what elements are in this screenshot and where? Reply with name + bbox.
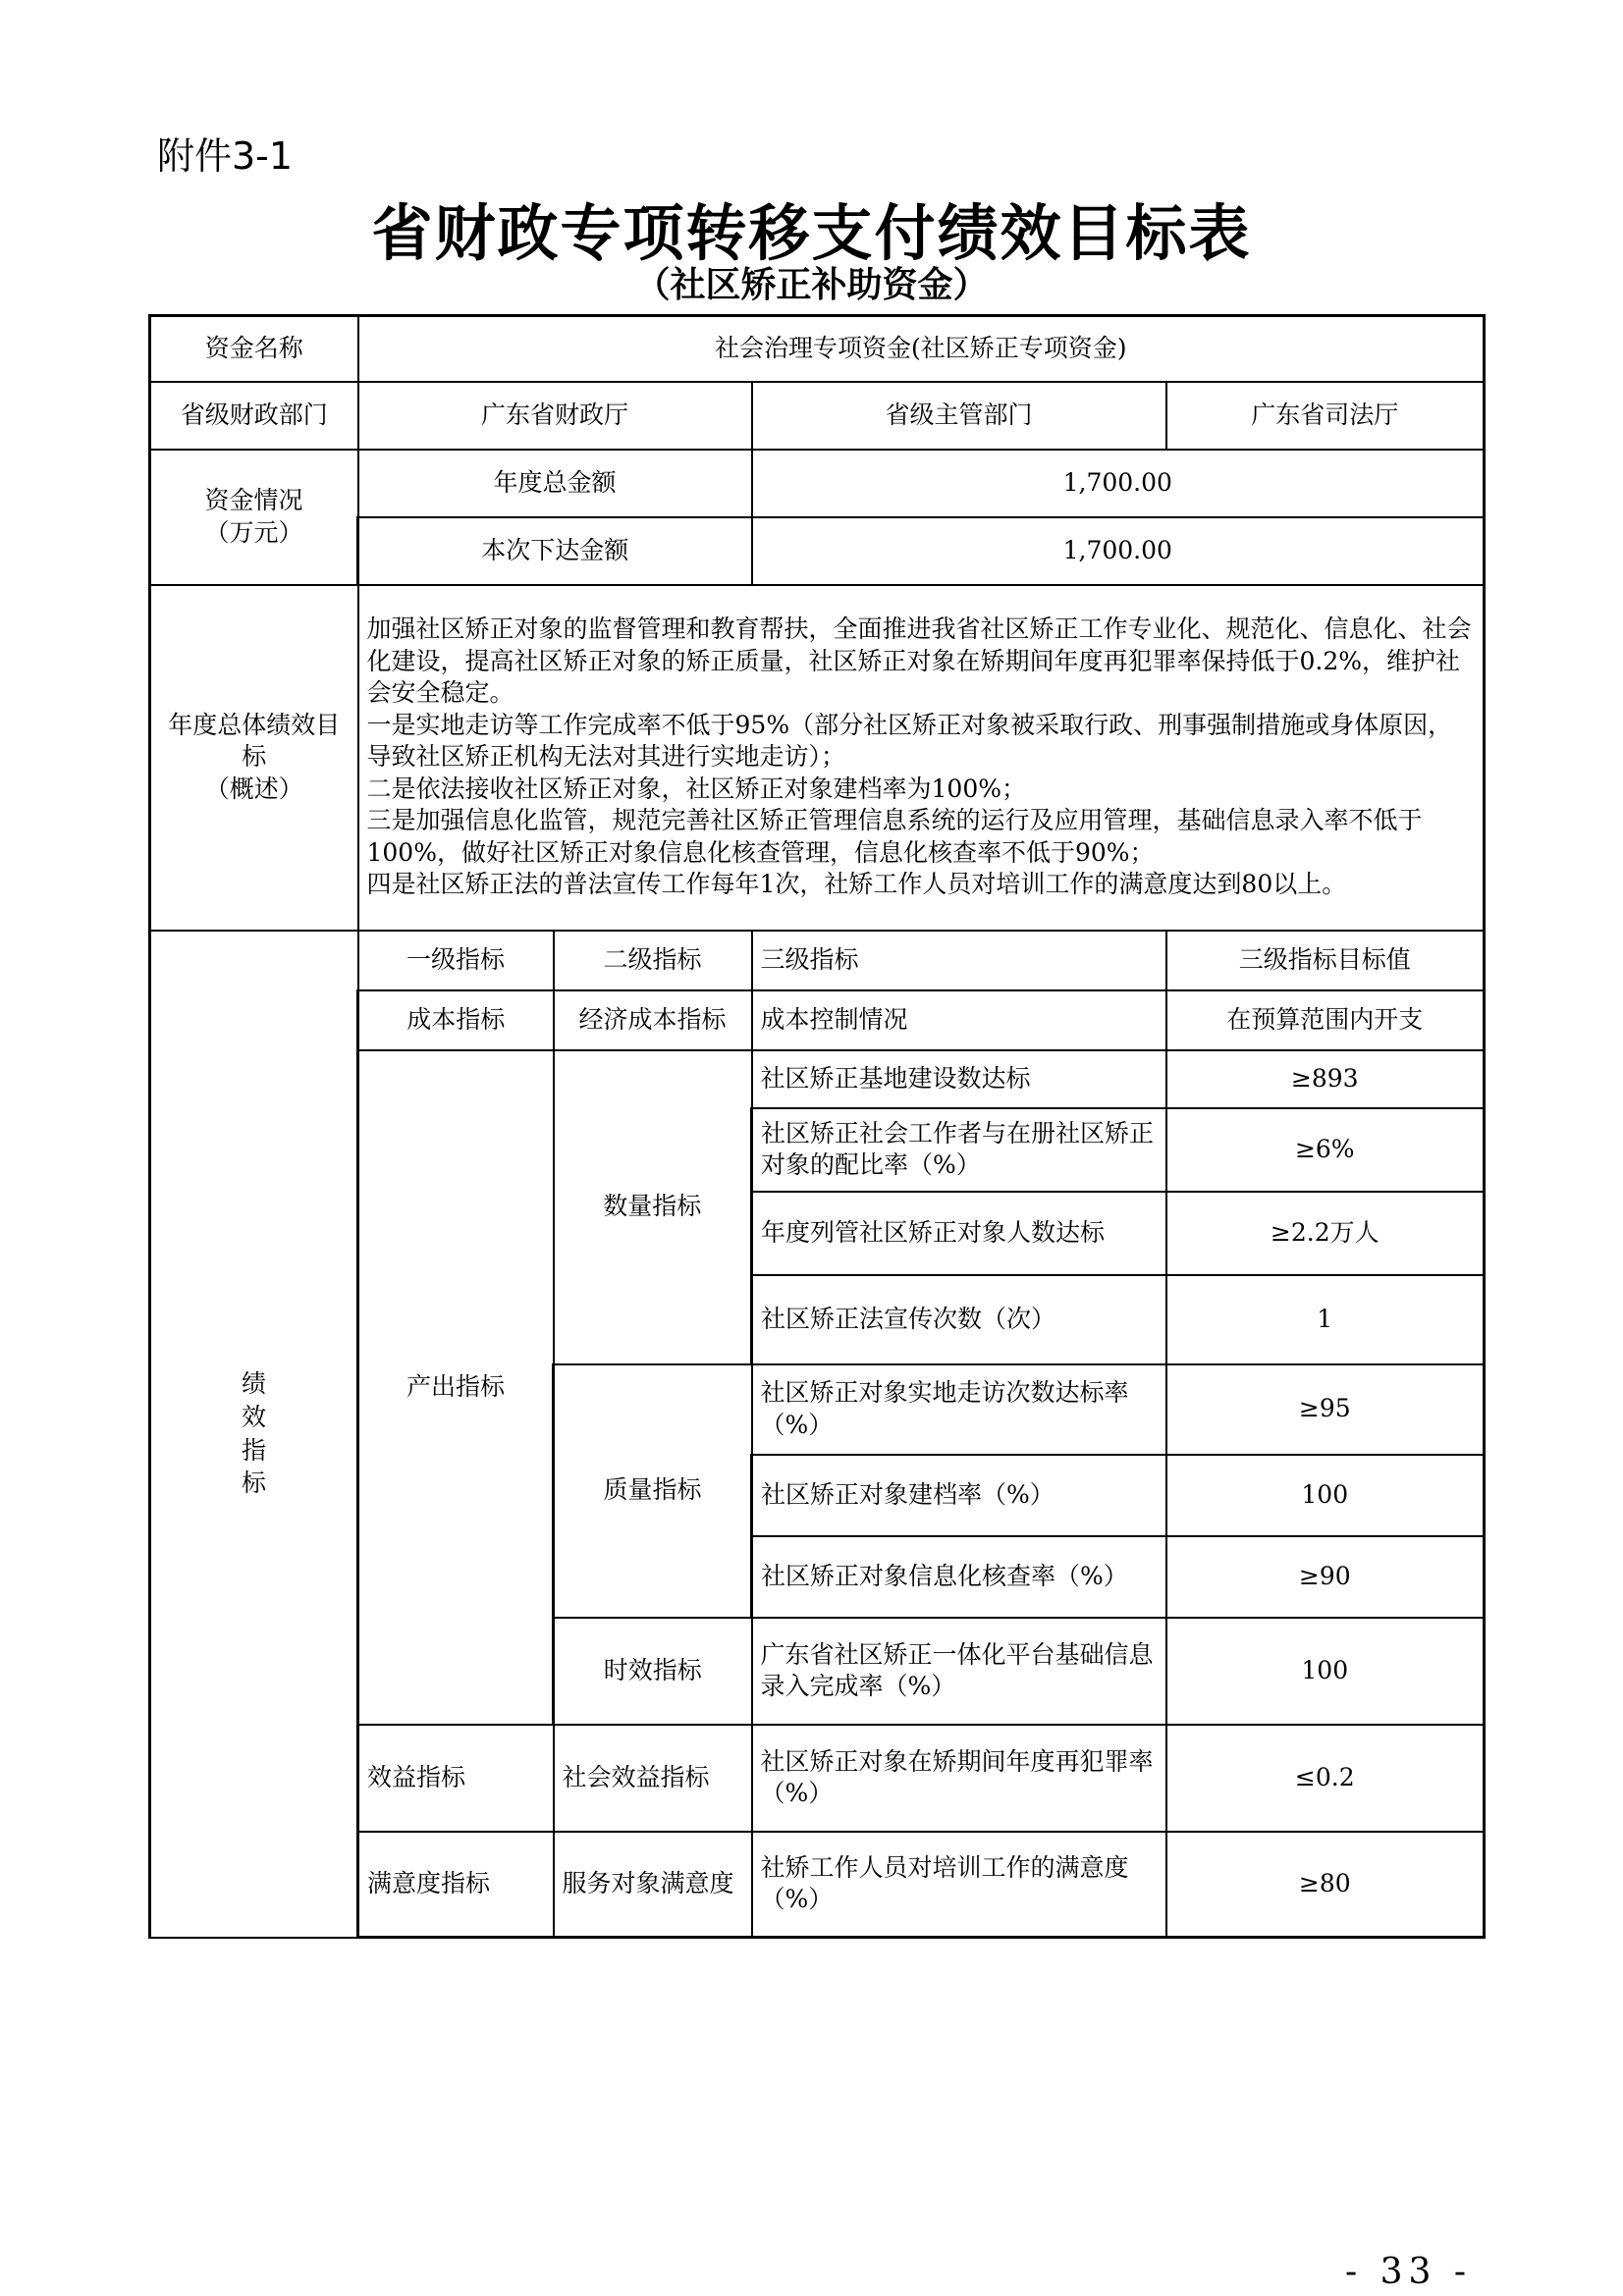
level1-benefit: 效益指标 [358,1725,554,1832]
level1-cost: 成本指标 [358,990,554,1050]
indicator-header-row [150,931,1485,990]
indicator-target: ≥6% [1166,1108,1485,1192]
indicator-target: ≥90 [1166,1536,1485,1618]
attachment-label: 附件3-1 [157,134,294,178]
header-target: 三级指标目标值 [1166,931,1485,990]
page-subtitle: （社区矫正补助资金） [634,265,989,305]
indicator-target: ≥95 [1166,1364,1485,1455]
department-row [150,382,1485,450]
indicators-label-text: 绩效指标 [241,1369,266,1498]
header-level2: 二级指标 [554,931,752,990]
funds-label [150,450,358,585]
indicators-label [150,931,358,1938]
page-title: 省财政专项转移支付绩效目标表 [371,197,1252,269]
header-level1: 一级指标 [358,931,554,990]
level1-output: 产出指标 [358,1050,554,1725]
indicator-target: ≥2.2万人 [1166,1192,1485,1275]
fund-name-row [150,316,1485,382]
indicator-name: 社区矫正对象在矫期间年度再犯罪率（%） [752,1725,1166,1832]
page-number: - 33 - [1345,2252,1473,2292]
indicator-target: 100 [1166,1618,1485,1725]
finance-dept-label: 省级财政部门 [150,382,358,450]
fund-name-label: 资金名称 [150,316,358,382]
level2-quantity: 数量指标 [554,1050,752,1364]
indicator-target: ≥80 [1166,1832,1485,1938]
annual-total-label: 年度总金额 [358,450,752,517]
goal-paragraph: 一是实地走访等工作完成率不低于95%（部分社区矫正对象被采取行政、刑事强制措施或身体原因，导致社区矫正机构无法对其进行实地走访）； [366,710,1453,772]
indicator-name: 社区矫正基地建设数达标 [752,1050,1166,1108]
level2-economic-cost: 经济成本指标 [554,990,752,1050]
indicator-target: ≥893 [1166,1050,1485,1108]
level2-service-satisfaction: 服务对象满意度 [554,1832,752,1938]
competent-dept-label: 省级主管部门 [752,382,1166,450]
performance-target-table [148,314,1486,1939]
goal-label-line2: 标 [242,742,267,772]
overall-goal-text [358,585,1485,931]
header-level3: 三级指标 [752,931,1166,990]
indicator-name: 社矫工作人员对培训工作的满意度（%） [752,1832,1166,1938]
issued-amount-value: 1,700.00 [752,517,1485,585]
indicator-target: 在预算范围内开支 [1166,990,1485,1050]
indicator-name: 社区矫正对象建档率（%） [752,1455,1166,1536]
fund-name-value: 社会治理专项资金(社区矫正专项资金) [358,316,1485,382]
indicator-name: 广东省社区矫正一体化平台基础信息录入完成率（%） [752,1618,1166,1725]
indicator-name: 社区矫正社会工作者与在册社区矫正对象的配比率（%） [752,1108,1166,1192]
goal-label-line3: （概述） [204,774,303,803]
goal-paragraph: 三是加强信息化监管，规范完善社区矫正管理信息系统的运行及应用管理，基础信息录入率不低于100%，做好社区矫正对象信息化核查管理，信息化核查率不低于90%； [366,806,1423,867]
level1-satisfaction: 满意度指标 [358,1832,554,1938]
issued-amount-label: 本次下达金额 [358,517,752,585]
level2-timeliness: 时效指标 [554,1618,752,1725]
indicator-name: 社区矫正对象信息化核查率（%） [752,1536,1166,1618]
funds-label-line2: （万元） [204,517,303,547]
annual-total-row [150,450,1485,517]
overall-goal-label [150,585,358,931]
indicator-name: 年度列管社区矫正对象人数达标 [752,1192,1166,1275]
annual-total-value: 1,700.00 [752,450,1485,517]
indicator-name: 社区矫正法宣传次数（次） [752,1275,1166,1364]
indicator-name: 成本控制情况 [752,990,1166,1050]
goal-label-line1: 年度总体绩效目 [168,710,341,739]
level2-social-benefit: 社会效益指标 [554,1725,752,1832]
competent-dept-value: 广东省司法厅 [1166,382,1485,450]
finance-dept-value: 广东省财政厅 [358,382,752,450]
indicator-target: 100 [1166,1455,1485,1536]
level2-quality: 质量指标 [554,1364,752,1618]
funds-label-line1: 资金情况 [204,486,303,514]
indicator-target: 1 [1166,1275,1485,1364]
indicator-name: 社区矫正对象实地走访次数达标率（%） [752,1364,1166,1455]
overall-goal-row [150,585,1485,931]
goal-paragraph: 四是社区矫正法的普法宣传工作每年1次，社矫工作人员对培训工作的满意度达到80以上。 [366,870,1347,899]
indicator-target: ≤0.2 [1166,1725,1485,1832]
goal-paragraph: 加强社区矫正对象的监督管理和教育帮扶，全面推进我省社区矫正工作专业化、规范化、信息化、社会化建设，提高社区矫正对象的矫正质量，社区矫正对象在矫期间年度再犯罪率保持低于0.2%，维护社会安全稳定。 [366,614,1472,708]
goal-paragraph: 二是依法接收社区矫正对象，社区矫正对象建档率为100%； [366,774,1026,803]
